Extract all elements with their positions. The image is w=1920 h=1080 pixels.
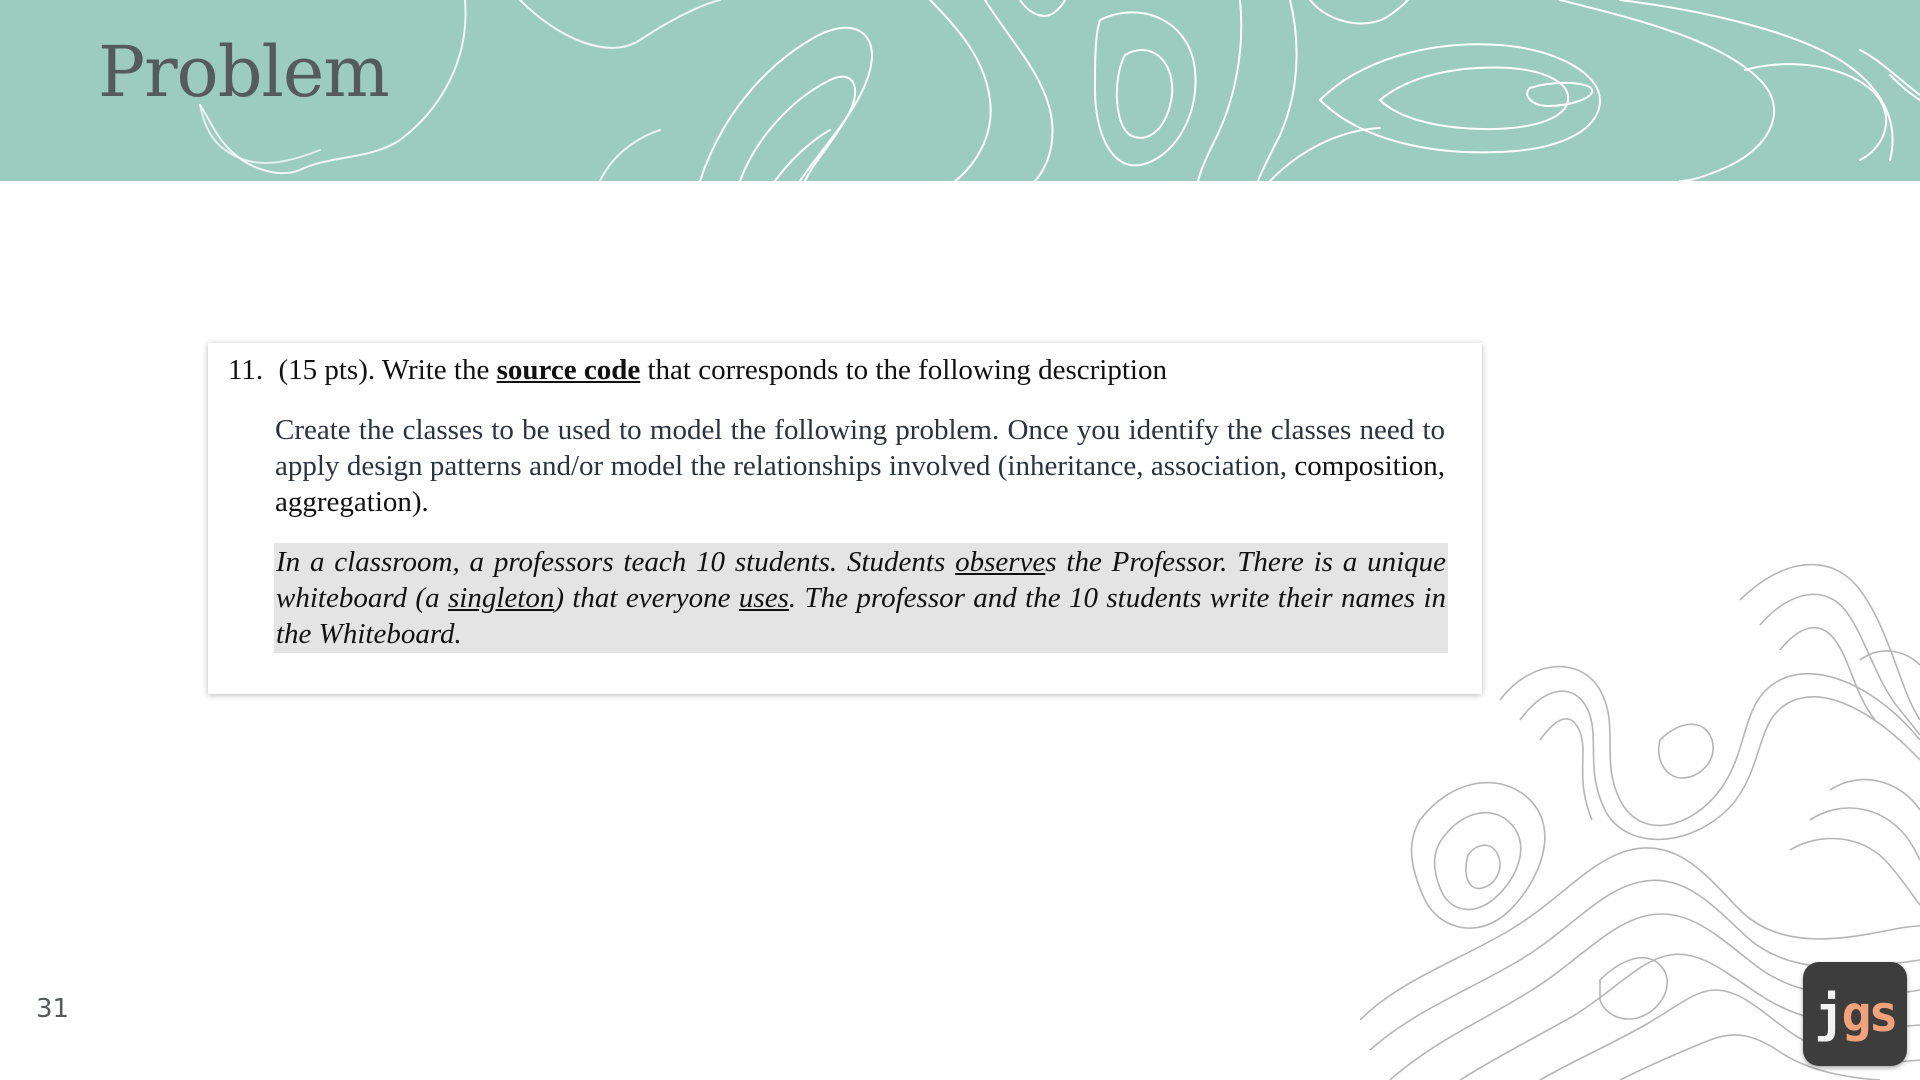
slide-title: Problem	[98, 31, 389, 113]
question-points: (15 pts). Write the	[278, 354, 490, 386]
instructions-paragraph	[275, 412, 1445, 520]
scenario-underline-uses: uses	[738, 582, 789, 614]
question-keyword: source code	[496, 354, 641, 386]
scenario-text-4: . The professor and the 10 students write their names in the Whiteboard.	[276, 582, 1447, 650]
scenario-paragraph	[274, 543, 1448, 653]
instructions-text-1: Create the classes to be used to model the following problem. Once you identify the classes need to apply design patterns and/or model the relationships involved (inheritance, association,	[275, 414, 1445, 482]
logo-letters-gs: gs	[1841, 985, 1896, 1043]
problem-screenshot-card	[208, 343, 1482, 694]
page-number: 31	[36, 994, 70, 1024]
header-banner	[0, 0, 1920, 181]
scenario-text-3: ) that everyone	[554, 582, 731, 614]
question-number: 11.	[228, 354, 264, 386]
question-rest: that corresponds to the following description	[647, 354, 1167, 386]
logo-letter-j: j	[1814, 985, 1842, 1043]
scenario-underline-singleton: singleton	[447, 582, 555, 614]
scenario-text-2: s the Professor. There is a unique whiteboard (a	[276, 546, 1446, 614]
jgs-logo	[1803, 962, 1907, 1066]
instructions-text-2: composition, aggregation).	[275, 450, 1445, 518]
question-header	[228, 354, 1167, 387]
scenario-underline-observe: observe	[955, 546, 1046, 578]
scenario-text-1: In a classroom, a professors teach 10 students. Students	[276, 546, 946, 578]
